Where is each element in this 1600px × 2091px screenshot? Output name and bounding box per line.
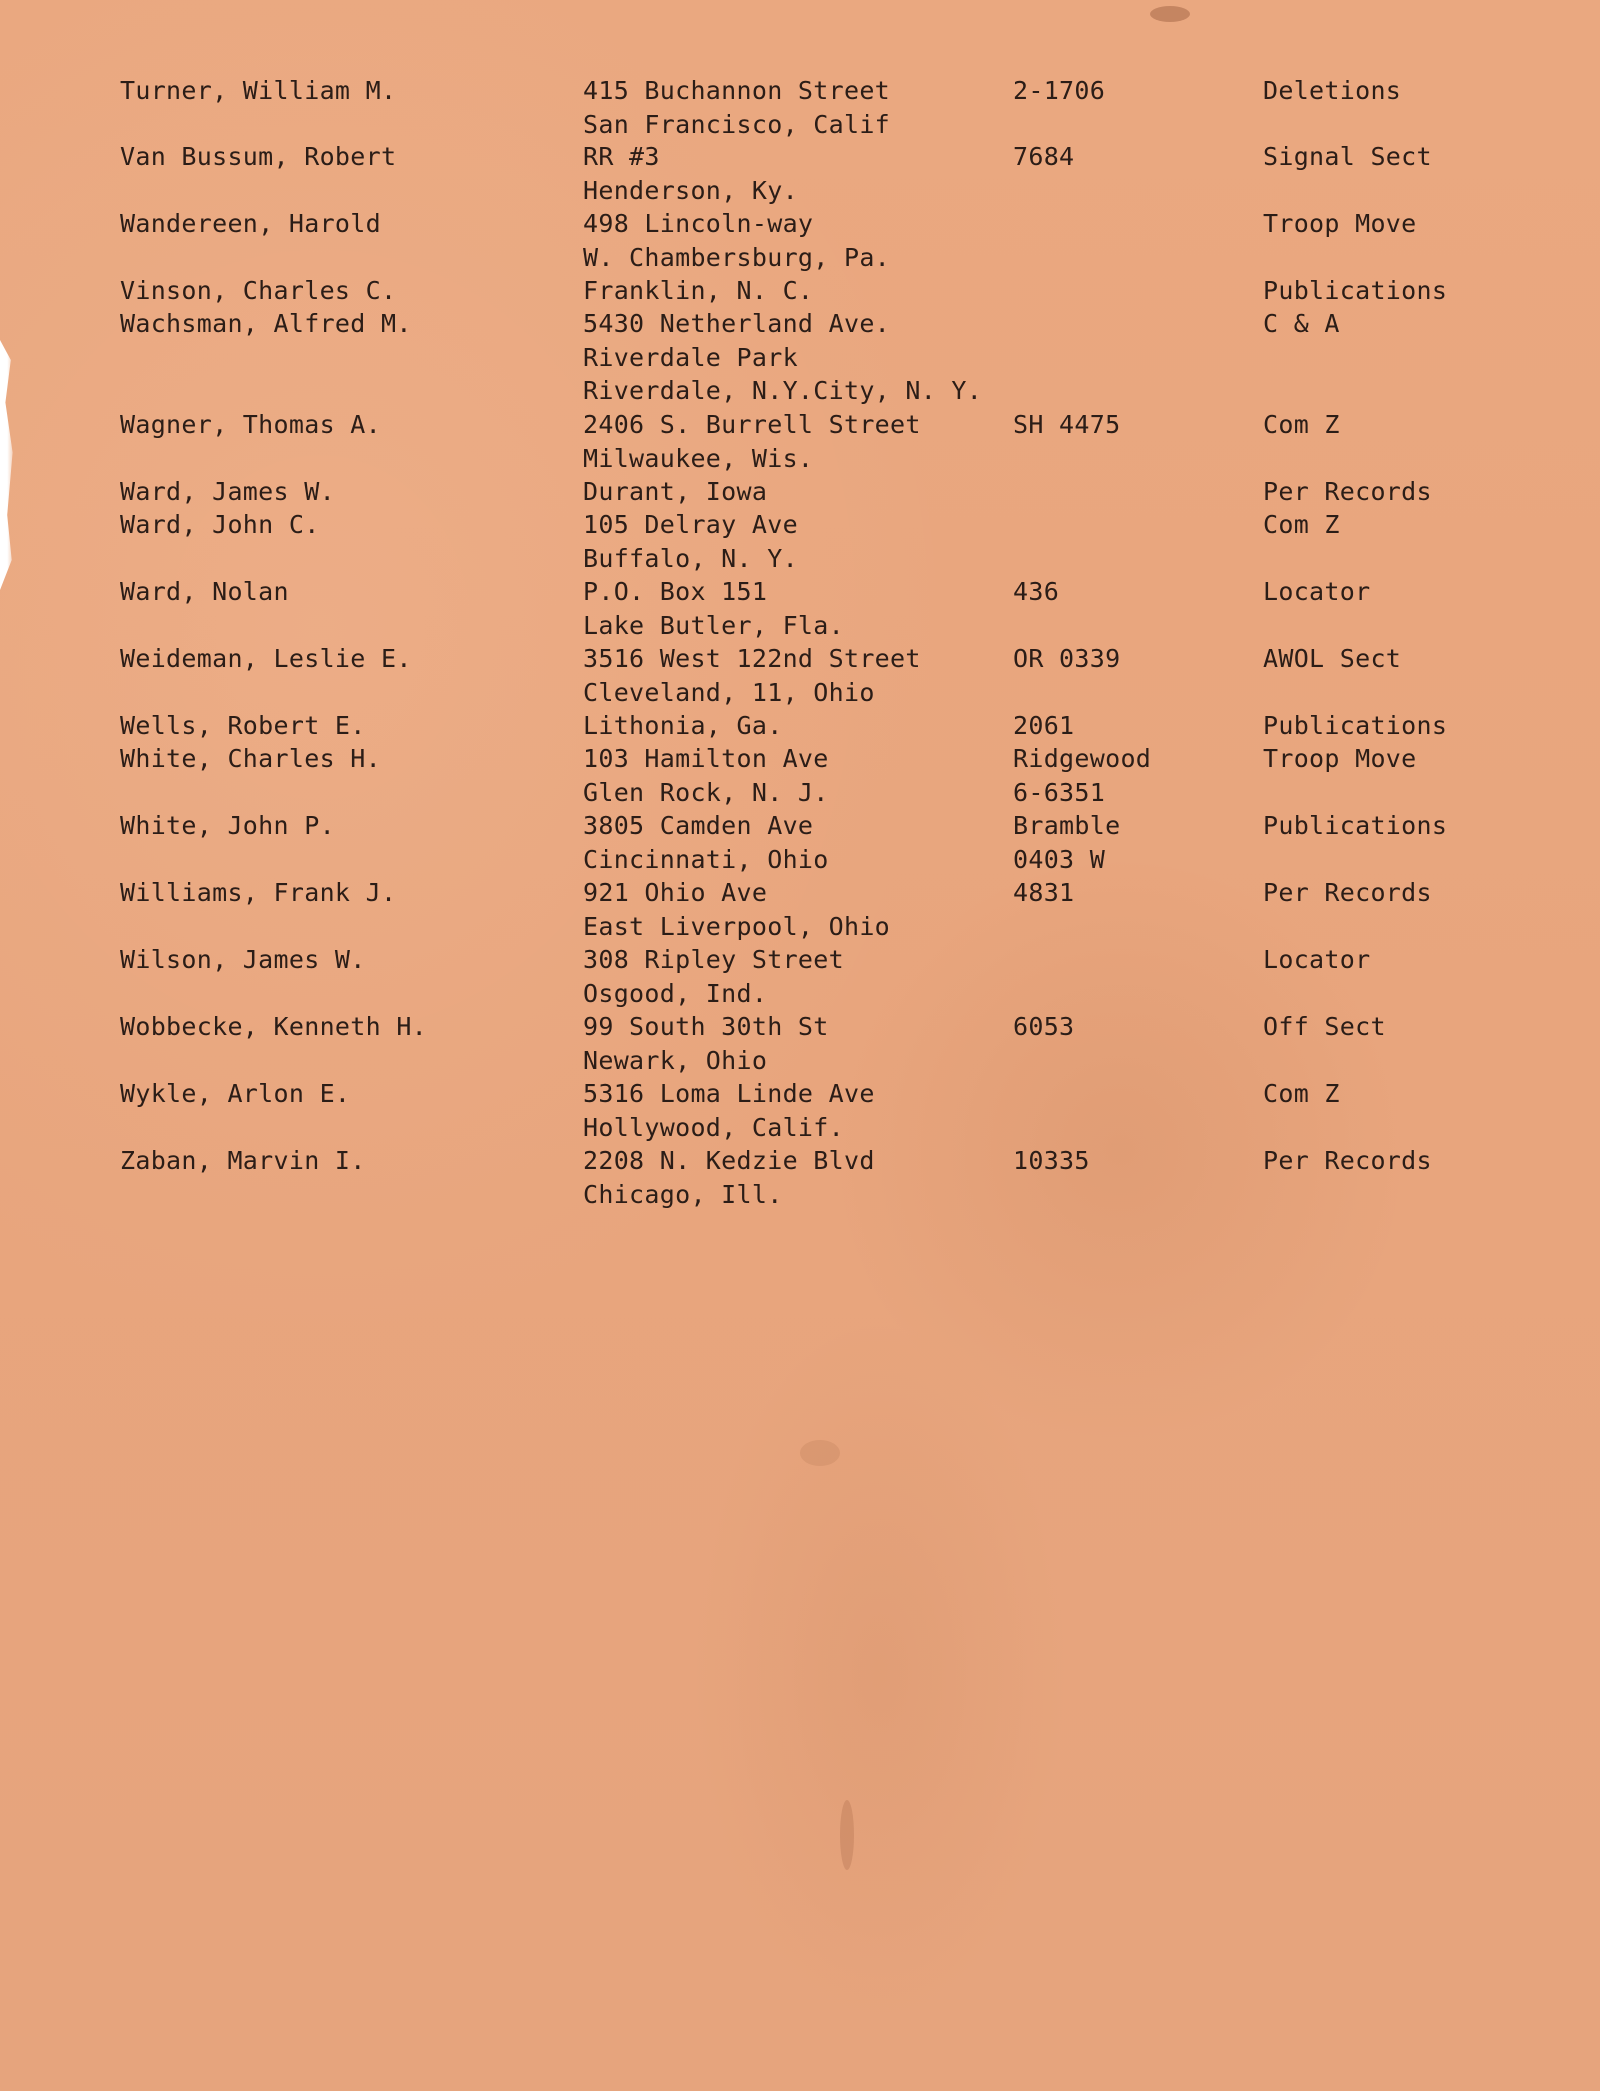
address-line: Newark, Ohio [583, 1045, 768, 1075]
entry-name: Vinson, Charles C. [120, 276, 397, 305]
address-line: San Francisco, Calif [583, 109, 891, 139]
phone-line: 6053 [1013, 1012, 1075, 1041]
address-line: Riverdale Park [583, 342, 798, 372]
phone-line: Ridgewood [1013, 744, 1152, 773]
address-line: Glen Rock, N. J. [583, 777, 829, 807]
entry-address [583, 642, 921, 709]
phone-line: 2-1706 [1013, 76, 1106, 105]
entry-phone [1013, 642, 1120, 676]
entry-address [583, 575, 844, 642]
section-line: Troop Move [1263, 744, 1417, 773]
section-line: Com Z [1263, 1079, 1340, 1108]
address-line: 103 Hamilton Ave [583, 744, 829, 773]
address-line: East Liverpool, Ohio [583, 911, 891, 941]
phone-line: 2061 [1013, 711, 1075, 740]
entry-name: Van Bussum, Robert [120, 142, 397, 171]
section-line: Com Z [1263, 410, 1340, 439]
address-line: 5316 Loma Linde Ave [583, 1079, 875, 1108]
entry-section [1263, 742, 1417, 776]
entry-name: Ward, James W. [120, 477, 335, 506]
address-line: W. Chambersburg, Pa. [583, 242, 891, 272]
entry-section [1263, 709, 1447, 743]
entry-phone [1013, 140, 1074, 174]
entry-phone [1013, 709, 1074, 743]
entry-address [583, 74, 890, 141]
entry-name: Ward, John C. [120, 510, 320, 539]
entry-name: Wachsman, Alfred M. [120, 309, 412, 338]
entry-name: Wagner, Thomas A. [120, 410, 381, 439]
phone-line: OR 0339 [1013, 644, 1121, 673]
entry-address [583, 943, 844, 1010]
entry-section [1263, 140, 1432, 174]
entry-address [583, 1144, 875, 1211]
entry-address [583, 508, 798, 575]
address-line: Lithonia, Ga. [583, 711, 783, 740]
entry-section [1263, 207, 1417, 241]
entry-name: White, Charles H. [120, 744, 381, 773]
entry-address [583, 742, 829, 809]
entry-name: Zaban, Marvin I. [120, 1146, 366, 1175]
entry-section [1263, 1010, 1386, 1044]
stain-mark [800, 1440, 840, 1466]
address-line: 2208 N. Kedzie Blvd [583, 1146, 875, 1175]
phone-line: 7684 [1013, 142, 1075, 171]
entry-phone [1013, 1010, 1074, 1044]
entry-name: Ward, Nolan [120, 577, 289, 606]
section-line: Publications [1263, 276, 1448, 305]
entry-section [1263, 642, 1401, 676]
torn-edge [0, 340, 18, 590]
address-line: Chicago, Ill. [583, 1179, 783, 1209]
section-line: Per Records [1263, 878, 1432, 907]
entry-phone [1013, 876, 1074, 910]
phone-line: Bramble [1013, 811, 1121, 840]
entry-section [1263, 809, 1447, 843]
address-line: RR #3 [583, 142, 660, 171]
entry-address [583, 207, 890, 274]
entry-address [583, 274, 813, 308]
phone-line: 10335 [1013, 1146, 1090, 1175]
address-line: 308 Ripley Street [583, 945, 844, 974]
entry-section [1263, 307, 1340, 341]
entry-section [1263, 475, 1432, 509]
phone-line: 4831 [1013, 878, 1075, 907]
entry-name: Wilson, James W. [120, 945, 366, 974]
section-line: Per Records [1263, 1146, 1432, 1175]
address-line: 921 Ohio Ave [583, 878, 768, 907]
address-line: 105 Delray Ave [583, 510, 798, 539]
address-line: Osgood, Ind. [583, 978, 768, 1008]
address-line: Riverdale, N.Y.City, N. Y. [583, 376, 983, 405]
entry-address [583, 475, 767, 509]
entry-section [1263, 876, 1432, 910]
section-line: Off Sect [1263, 1012, 1386, 1041]
entry-name: Wandereen, Harold [120, 209, 381, 238]
section-line: AWOL Sect [1263, 644, 1402, 673]
section-line: Publications [1263, 711, 1448, 740]
entry-name: Williams, Frank J. [120, 878, 397, 907]
entry-section [1263, 575, 1370, 609]
address-line: Milwaukee, Wis. [583, 443, 814, 473]
address-line: 2406 S. Burrell Street [583, 410, 921, 439]
stain-mark [1150, 6, 1190, 22]
entry-phone [1013, 1144, 1090, 1178]
section-line: Per Records [1263, 477, 1432, 506]
section-line: Signal Sect [1263, 142, 1432, 171]
entry-address [583, 1077, 875, 1144]
entry-name: Wykle, Arlon E. [120, 1079, 351, 1108]
phone-line: 436 [1013, 577, 1060, 606]
entry-phone [1013, 809, 1120, 876]
section-line: Deletions [1263, 76, 1402, 105]
address-line: Cleveland, 11, Ohio [583, 677, 875, 707]
address-line: Hollywood, Calif. [583, 1112, 844, 1142]
entry-address [583, 709, 783, 743]
address-line: Henderson, Ky. [583, 175, 798, 205]
address-line: Franklin, N. C. [583, 276, 814, 305]
entry-section [1263, 508, 1340, 542]
phone-line: 6-6351 [1013, 777, 1106, 807]
address-line: 3516 West 122nd Street [583, 644, 921, 673]
entry-address [583, 140, 798, 207]
stain-mark [840, 1800, 854, 1870]
entry-name: Weideman, Leslie E. [120, 644, 412, 673]
section-line: Troop Move [1263, 209, 1417, 238]
address-line: 415 Buchannon Street [583, 76, 891, 105]
entry-address [583, 876, 890, 943]
address-line: Durant, Iowa [583, 477, 768, 506]
section-line: Locator [1263, 945, 1371, 974]
address-line: 99 South 30th St [583, 1012, 829, 1041]
entry-name: Wells, Robert E. [120, 711, 366, 740]
entry-phone [1013, 74, 1105, 108]
address-line: 3805 Camden Ave [583, 811, 814, 840]
entry-address [583, 307, 982, 408]
address-line: Lake Butler, Fla. [583, 610, 844, 640]
address-line: 498 Lincoln-way [583, 209, 814, 238]
section-line: Publications [1263, 811, 1448, 840]
address-line: Buffalo, N. Y. [583, 543, 798, 573]
address-line: 5430 Netherland Ave. [583, 309, 891, 338]
section-line: Locator [1263, 577, 1371, 606]
entry-section [1263, 1077, 1340, 1111]
entry-section [1263, 408, 1340, 442]
entry-section [1263, 943, 1370, 977]
address-line: P.O. Box 151 [583, 577, 768, 606]
entry-phone [1013, 575, 1059, 609]
entry-name: Turner, William M. [120, 76, 397, 105]
section-line: Com Z [1263, 510, 1340, 539]
entry-phone [1013, 408, 1120, 442]
entry-name: White, John P. [120, 811, 335, 840]
entry-name: Wobbecke, Kenneth H. [120, 1012, 428, 1041]
entry-address [583, 408, 921, 475]
entry-phone [1013, 742, 1151, 809]
entry-address [583, 809, 829, 876]
entry-address [583, 1010, 829, 1077]
entry-section [1263, 274, 1447, 308]
entry-section [1263, 1144, 1432, 1178]
phone-line: SH 4475 [1013, 410, 1121, 439]
entry-section [1263, 74, 1401, 108]
section-line: C & A [1263, 309, 1340, 338]
phone-line: 0403 W [1013, 844, 1106, 874]
address-line: Cincinnati, Ohio [583, 844, 829, 874]
